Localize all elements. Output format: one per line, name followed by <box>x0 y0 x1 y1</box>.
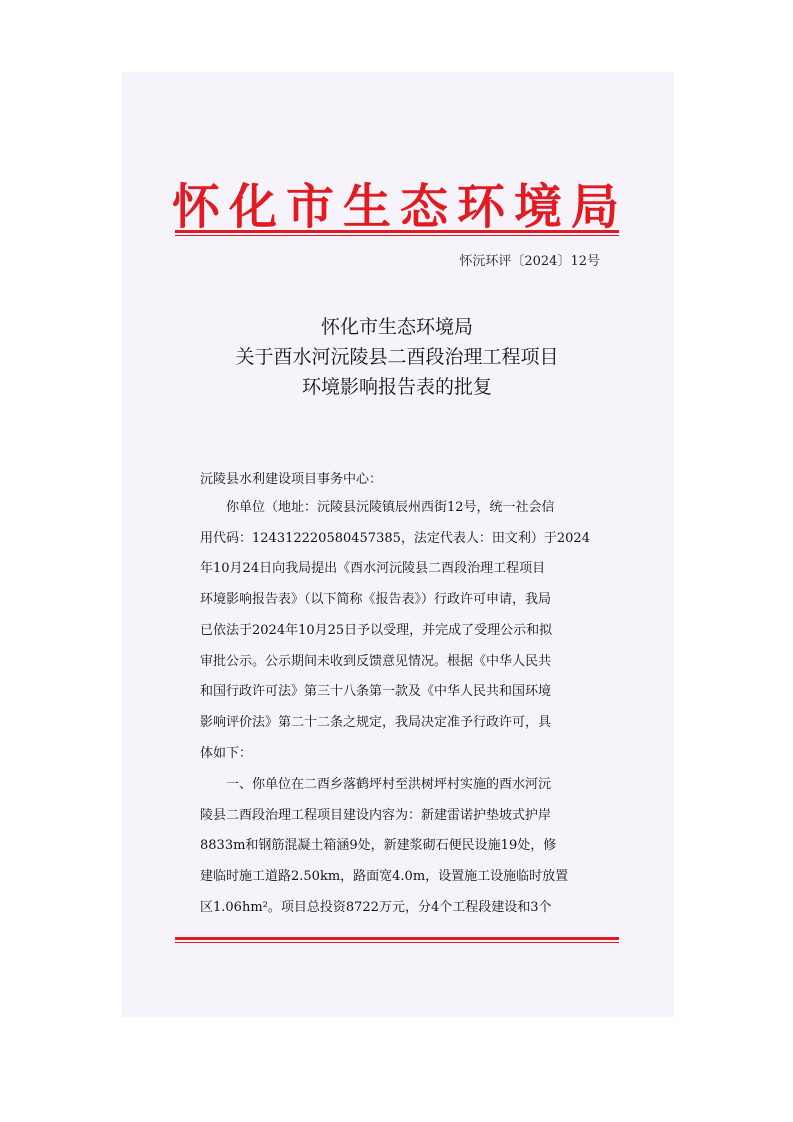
title-line-1: 怀化市生态环境局 <box>320 316 473 338</box>
paragraph-line: 你单位（地址：沅陵县沅陵镇辰州西街12号，统一社会信 <box>226 500 555 515</box>
paragraph-line: 已依法于2024年10月25日予以受理，并完成了受理公示和拟 <box>200 622 553 638</box>
footer-red-rule <box>175 937 619 943</box>
document-title <box>175 312 619 402</box>
document-number: 怀沅环评〔2024〕12号 <box>459 254 600 269</box>
paragraph-line: 陵县二酉段治理工程项目建设内容为：新建雷诺护垫坡式护岸 <box>200 807 552 823</box>
paragraph-line: 和国行政许可法》第三十八条第一款及《中华人民共和国环境 <box>200 684 552 700</box>
org-header: 怀化市生态环境局 <box>172 179 629 235</box>
title-line-2: 关于酉水河沅陵县二酉段治理工程项目 <box>235 346 559 368</box>
paragraph-line: 环境影响报告表》（以下简称《报告表》）行政许可申请，我局 <box>200 592 552 608</box>
header-red-rule <box>175 230 619 236</box>
paragraph-line: 一、你单位在二酉乡落鹤坪村至洪树坪村实施的酉水河沅 <box>226 777 552 792</box>
salutation: 沅陵县水利建设项目事务中心： <box>200 472 383 487</box>
paragraph-2 <box>200 770 605 924</box>
paragraph-line: 审批公示。公示期间未收到反馈意见情况。根据《中华人民共 <box>200 653 552 669</box>
paragraph-line: 影响评价法》第二十二条之规定，我局决定准予行政许可，具 <box>200 714 552 730</box>
title-line-3: 环境影响报告表的批复 <box>301 376 492 398</box>
paragraph-line: 用代码：124312220580457385，法定代表人：田文利）于2024 <box>200 530 590 546</box>
paragraph-line: 年10月24日向我局提出《酉水河沅陵县二酉段治理工程项目 <box>200 561 546 577</box>
paragraph-line: 体如下： <box>200 745 253 761</box>
paragraph-line: 区1.06hm²。项目总投资8722万元，分4个工程段建设和3个 <box>200 899 552 915</box>
paragraph-line: 8833m和钢筋混凝土箱涵9处，新建浆砌石便民设施19处，修 <box>200 838 557 854</box>
paragraph-line: 建临时施工道路2.50km，路面宽4.0m，设置施工设施临时放置 <box>200 869 569 885</box>
paragraph-1 <box>200 493 605 769</box>
